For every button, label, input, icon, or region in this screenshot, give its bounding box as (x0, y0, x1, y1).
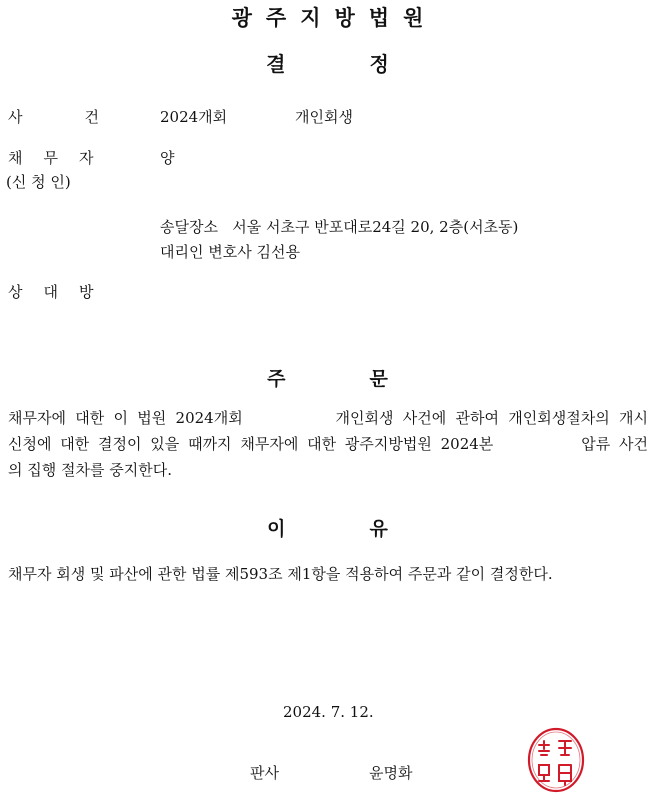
case-label (8, 106, 99, 127)
order-text (8, 405, 648, 483)
opponent-label-char-2: 대 (43, 283, 58, 301)
opponent-label-char-3: 방 (79, 283, 94, 301)
case-label-char-2: 건 (84, 108, 99, 126)
order-line-3: 의 집행 절차를 중지한다. (8, 461, 172, 479)
order-line-1: 채무자에 대한 이 법원 2024개회 개인회생 사건에 관하여 개인회생절차의 개시 (8, 409, 648, 427)
debtor-label-char-1: 채 (8, 149, 23, 167)
order-heading (0, 364, 655, 391)
reason-heading (0, 514, 655, 541)
case-number: 2024개회 (160, 108, 228, 126)
service-address: 송달장소 서울 서초구 반포대로24길 20, 2층(서초동) (160, 218, 519, 236)
title-char-2: 정 (369, 52, 389, 76)
opponent-label-char-1: 상 (8, 283, 23, 301)
order-heading-char-2: 문 (369, 368, 388, 390)
document-title (0, 48, 655, 77)
reason-text: 채무자 회생 및 파산에 관한 법률 제593조 제1항을 적용하여 주문과 같이 결정한다. (8, 565, 553, 583)
court-name: 광주지방법원 (231, 5, 438, 30)
debtor-name: 양 (160, 149, 175, 167)
opponent-label (8, 281, 94, 302)
debtor-label (8, 147, 94, 168)
official-seal (527, 727, 585, 793)
order-heading-char-1: 주 (267, 368, 286, 390)
reason-heading-char-2: 유 (369, 518, 388, 540)
judge-title: 판사 (250, 764, 279, 782)
case-label-char-1: 사 (8, 108, 23, 126)
order-line-2: 신청에 대한 결정이 있을 때까지 채무자에 대한 광주지방법원 2024본 압류 사건 (8, 435, 648, 453)
title-char-1: 결 (266, 52, 286, 76)
applicant-label: (신 청 인) (6, 173, 71, 191)
agent: 대리인 변호사 김선용 (160, 243, 300, 261)
debtor-label-char-3: 자 (79, 149, 94, 167)
debtor-label-char-2: 무 (43, 149, 58, 167)
seal-icon (527, 727, 585, 793)
decision-date: 2024. 7. 12. (283, 703, 374, 721)
reason-heading-char-1: 이 (267, 518, 286, 540)
judge-name: 윤명화 (369, 764, 413, 782)
case-type: 개인회생 (295, 108, 353, 126)
